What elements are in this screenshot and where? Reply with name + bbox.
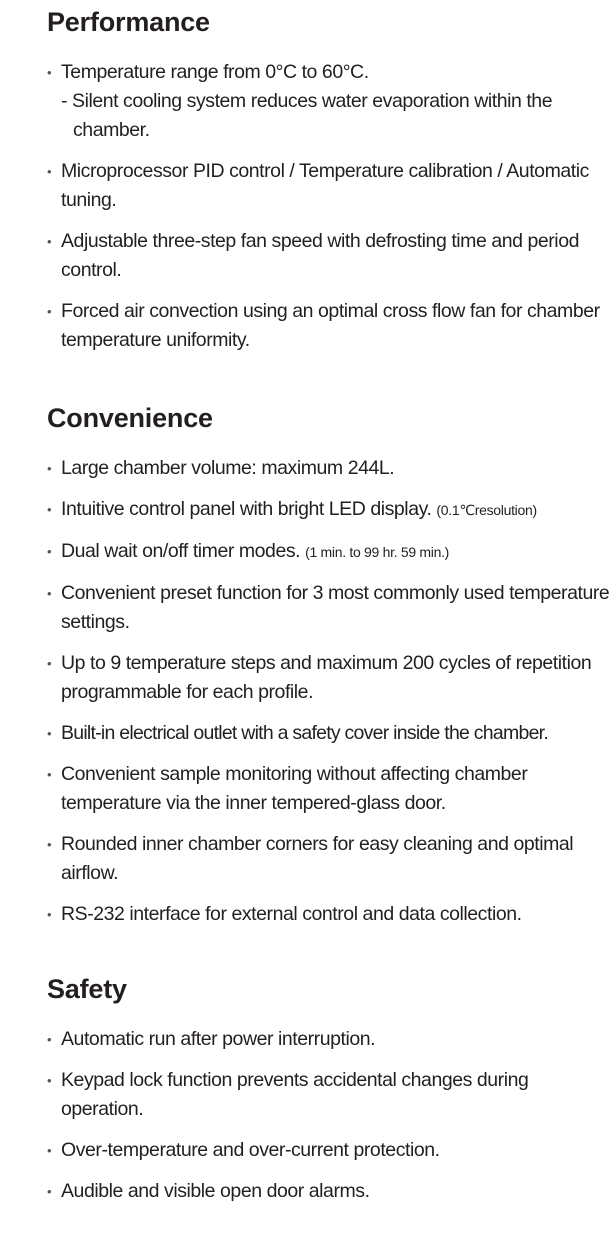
item-note: (0.1℃resolution): [436, 502, 537, 518]
item-text: Automatic run after power interruption.: [61, 1028, 376, 1050]
list-item: [47, 719, 613, 748]
list-item: [47, 1025, 613, 1054]
bullet-icon: •: [47, 907, 52, 922]
item-subtext: - Silent cooling system reduces water evaporation within the chamber.: [61, 90, 553, 141]
safety-list: [47, 1025, 613, 1206]
list-item: [47, 454, 613, 483]
item-text: Temperature range from 0°C to 60°C.: [61, 61, 369, 83]
list-item: [47, 830, 613, 888]
item-text: Over-temperature and over-current protection.: [61, 1139, 440, 1161]
performance-list: [47, 58, 613, 355]
bullet-icon: •: [47, 1032, 52, 1047]
item-text: Convenient preset function for 3 most commonly used temperature settings.: [61, 582, 610, 633]
list-item: [47, 1177, 613, 1206]
item-text: Adjustable three-step fan speed with defrosting time and period control.: [61, 230, 579, 281]
bullet-icon: •: [47, 726, 52, 741]
bullet-icon: •: [47, 461, 52, 476]
list-item: [47, 649, 613, 707]
item-text: Convenient sample monitoring without affecting chamber temperature via the inner tempered-glass door.: [61, 763, 528, 814]
list-item: [47, 58, 613, 145]
item-text: RS-232 interface for external control and data collection.: [61, 903, 522, 925]
bullet-icon: •: [47, 656, 52, 671]
performance-heading: Performance: [47, 7, 210, 37]
item-text: Dual wait on/off timer modes.: [61, 540, 301, 562]
bullet-icon: •: [47, 234, 52, 249]
bullet-icon: •: [47, 586, 52, 601]
item-text: Microprocessor PID control / Temperature calibration / Automatic tuning.: [61, 160, 589, 211]
item-text: Built-in electrical outlet with a safety cover inside the chamber.: [61, 722, 549, 744]
performance-section: [47, 6, 613, 367]
bullet-icon: •: [47, 837, 52, 852]
list-item: [47, 495, 613, 525]
item-text: Up to 9 temperature steps and maximum 200 cycles of repetition programmable for each profile.: [61, 652, 592, 703]
bullet-icon: •: [47, 1184, 52, 1199]
item-text: Rounded inner chamber corners for easy cleaning and optimal airflow.: [61, 833, 574, 884]
item-text: Audible and visible open door alarms.: [61, 1180, 370, 1202]
bullet-icon: •: [47, 65, 52, 80]
bullet-icon: •: [47, 767, 52, 782]
item-text: Forced air convection using an optimal cross flow fan for chamber temperature uniformity.: [61, 300, 600, 351]
item-note: (1 min. to 99 hr. 59 min.): [305, 544, 450, 560]
bullet-icon: •: [47, 1073, 52, 1088]
list-item: [47, 1136, 613, 1165]
convenience-section: [47, 402, 613, 941]
item-text: Intuitive control panel with bright LED display.: [61, 498, 432, 520]
convenience-heading: Convenience: [47, 403, 213, 433]
list-item: [47, 537, 613, 567]
list-item: [47, 297, 613, 355]
list-item: [47, 579, 613, 637]
bullet-icon: •: [47, 304, 52, 319]
bullet-icon: •: [47, 502, 52, 517]
list-item: [47, 227, 613, 285]
list-item: [47, 157, 613, 215]
list-item: [47, 900, 613, 929]
convenience-list: [47, 454, 613, 929]
list-item: [47, 1066, 613, 1124]
safety-section: [47, 973, 613, 1218]
list-item: [47, 760, 613, 818]
bullet-icon: •: [47, 164, 52, 179]
safety-heading: Safety: [47, 974, 127, 1004]
bullet-icon: •: [47, 544, 52, 559]
item-text: Large chamber volume: maximum 244L.: [61, 457, 395, 479]
bullet-icon: •: [47, 1143, 52, 1158]
item-text: Keypad lock function prevents accidental changes during operation.: [61, 1069, 529, 1120]
